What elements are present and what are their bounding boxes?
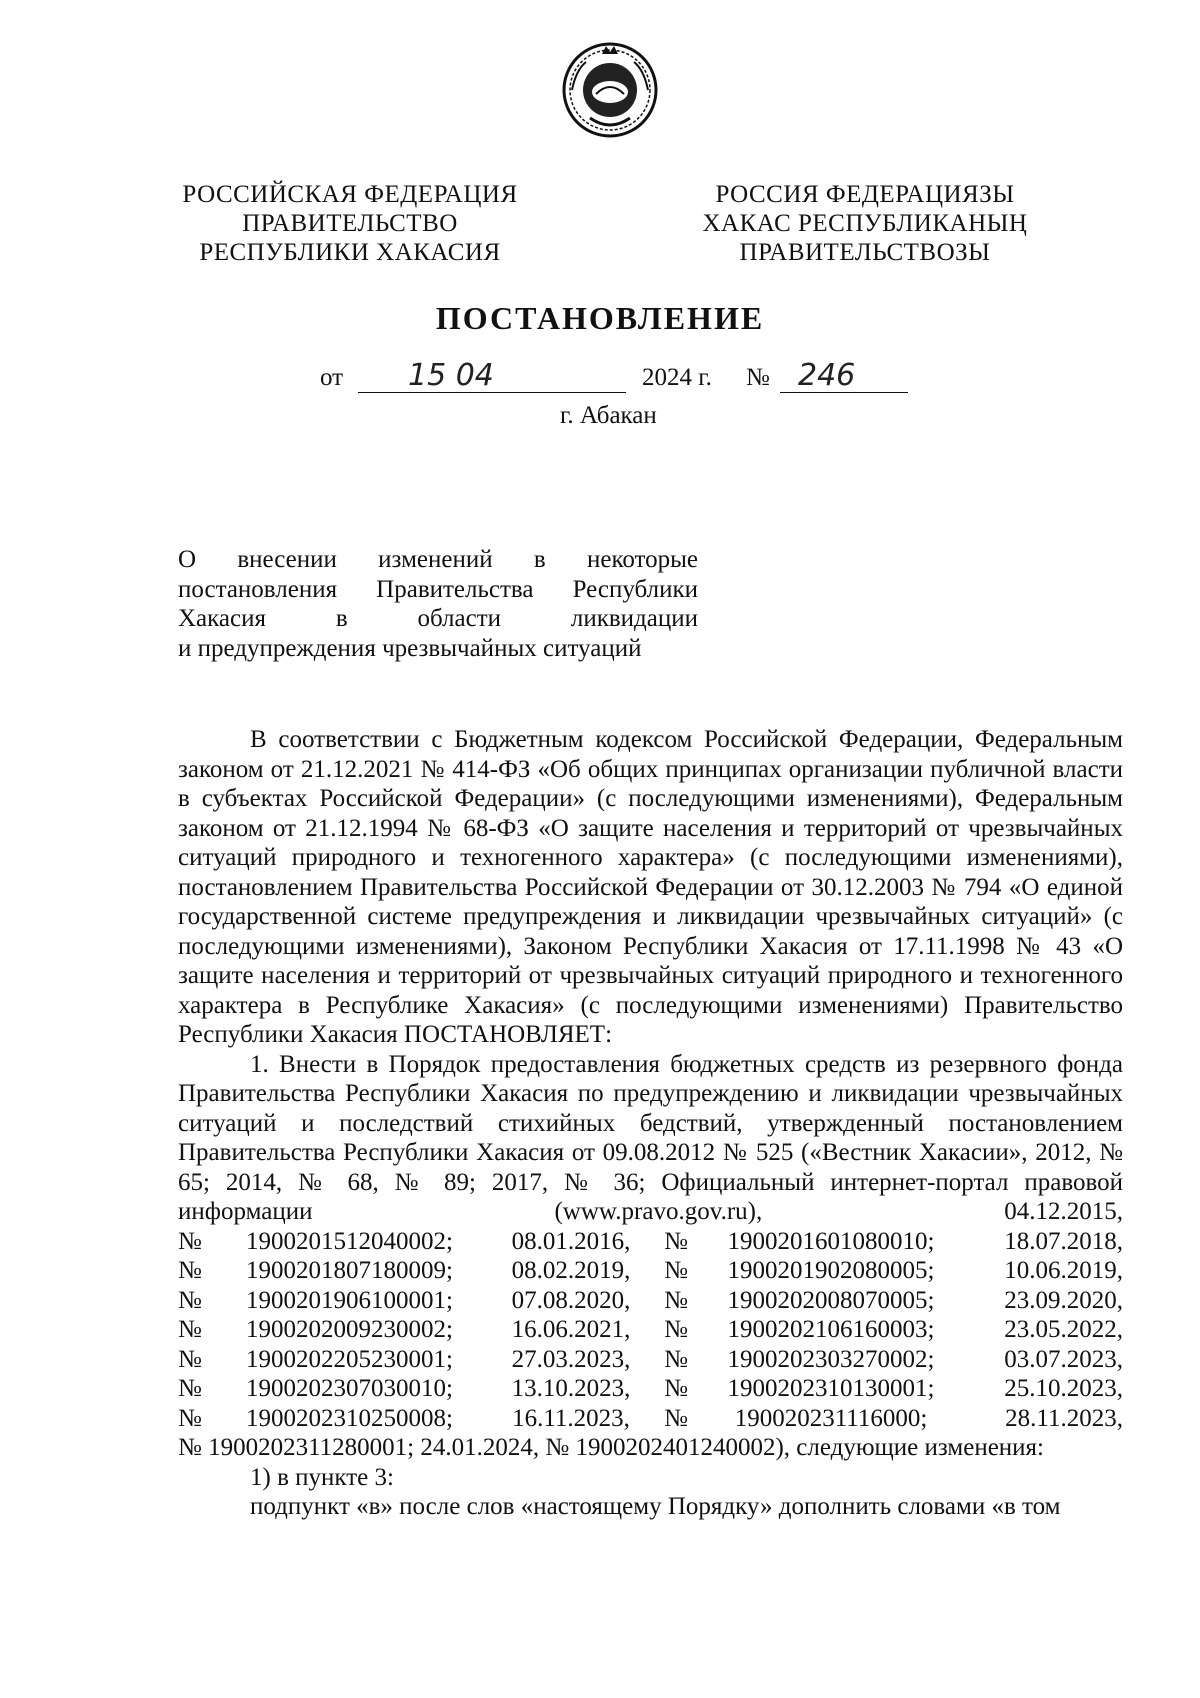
ref-number-sign: №	[178, 1316, 202, 1343]
references-list	[178, 1227, 1123, 1434]
date-prefix: от	[320, 364, 344, 391]
ref-number-sign: №	[664, 1227, 688, 1255]
ref-number: 1900202307030010;	[246, 1375, 453, 1402]
header-ru-line: РОССИЙСКАЯ ФЕДЕРАЦИЯ	[182, 181, 518, 208]
ref-number: 1900202009230002;	[246, 1316, 453, 1343]
ref-date: 23.05.2022,	[1004, 1316, 1123, 1343]
ref-date: 27.03.2023,	[511, 1345, 631, 1373]
ref-number: 1900202008070005;	[727, 1286, 935, 1314]
ref-date: 10.06.2019,	[1004, 1257, 1123, 1284]
ref-number: 1900201807180009;	[246, 1257, 453, 1284]
ref-number: 1900201902080005;	[727, 1257, 935, 1284]
ref-date: 16.06.2021,	[511, 1316, 631, 1343]
ref-date: 13.10.2023,	[511, 1375, 631, 1402]
ref-number-sign: №	[664, 1404, 688, 1432]
ref-number-sign: №	[178, 1345, 202, 1373]
subject-line: О внесении изменений в некоторые	[178, 546, 698, 573]
ref-date: 03.07.2023,	[1004, 1345, 1123, 1373]
coat-of-arms-icon	[560, 40, 660, 140]
ref-number: 1900201512040002;	[246, 1227, 453, 1255]
ref-date: 25.10.2023,	[1004, 1375, 1123, 1402]
header-ru	[150, 180, 550, 267]
references-row	[178, 1374, 1123, 1404]
references-row	[178, 1227, 1123, 1257]
references-row	[178, 1404, 1123, 1434]
ref-date: 08.02.2019,	[511, 1257, 631, 1284]
ref-date: 18.07.2018,	[1004, 1227, 1123, 1255]
ref-date: 28.11.2023,	[1005, 1404, 1123, 1432]
ref-number-sign: №	[178, 1257, 202, 1284]
ref-number-sign: №	[664, 1316, 688, 1343]
date-year: 2024 г.	[642, 364, 712, 391]
document-body	[178, 725, 1123, 1522]
references-row	[178, 1315, 1123, 1345]
subject-line: постановления Правительства Республики	[178, 575, 698, 603]
city: г. Абакан	[560, 402, 657, 429]
ref-number: 190020231116000;	[734, 1404, 928, 1432]
header-kjh-line: РОССИЯ ФЕДЕРАЦИЯЗЫ	[715, 181, 1015, 208]
ref-number-sign: №	[664, 1257, 688, 1284]
ref-number: 1900202310250008;	[246, 1404, 453, 1432]
ref-number: 1900201601080010;	[727, 1227, 935, 1255]
ref-date: 16.11.2023,	[512, 1404, 630, 1432]
ref-number: 1900202310130001;	[727, 1375, 935, 1402]
subitem-text: подпункт «в» после слов «настоящему Порядку» дополнить словами «в том	[250, 1493, 1061, 1520]
header-kjh	[690, 180, 1040, 267]
ref-number-sign: №	[664, 1345, 688, 1373]
number-handwritten: 246	[798, 358, 856, 393]
item-1-paragraph: 1. Внести в Порядок предоставления бюджетных средств из резервного фонда Правительства Республики Хакасия по предупреждению и ликвидации чрезвычайных ситуаций и последствий стихийных бедствий, утвержденный постановлением Правительства Республики Хакасия от 09.08.2012 № 525 («Вестник Хакасии», 2012, № 65; 2014, № 68, № 89; 2017, № 36; Официальный интернет-портал правовой информации (www.pravo.gov.ru), 04.12.2015,	[178, 1050, 1123, 1225]
subject-line: Хакасия в области ликвидации	[178, 605, 698, 632]
ref-number-sign: №	[178, 1375, 202, 1402]
subject-line: и предупреждения чрезвычайных ситуаций	[178, 634, 642, 662]
ref-date: 23.09.2020,	[1004, 1286, 1123, 1314]
ref-date: 08.01.2016,	[511, 1227, 631, 1255]
number-sign: №	[746, 364, 770, 391]
ref-number-sign: №	[178, 1227, 202, 1255]
document-subject	[178, 545, 698, 663]
header-kjh-line: ХАКАС РЕСПУБЛИКАНЫҢ	[702, 210, 1028, 237]
ref-number-sign: №	[178, 1286, 202, 1314]
ref-number-sign: №	[664, 1286, 688, 1314]
header-kjh-line: ПРАВИТЕЛЬСТВОЗЫ	[739, 239, 991, 266]
ref-number: 1900201906100001;	[246, 1286, 453, 1314]
references-tail: № 1900202311280001; 24.01.2024, № 1900202401240002), следующие изменения:	[178, 1434, 1045, 1461]
references-row	[178, 1345, 1123, 1375]
header-ru-line: РЕСПУБЛИКИ ХАКАСИЯ	[199, 239, 501, 266]
date-handwritten: 15 04	[408, 358, 494, 393]
ref-number: 1900202205230001;	[246, 1345, 453, 1373]
ref-number-sign: №	[178, 1404, 202, 1432]
ref-date: 07.08.2020,	[511, 1286, 631, 1314]
ref-number: 1900202106160003;	[727, 1316, 935, 1343]
references-row	[178, 1286, 1123, 1316]
header-ru-line: ПРАВИТЕЛЬСТВО	[242, 210, 458, 237]
document-title: ПОСТАНОВЛЕНИЕ	[435, 300, 765, 336]
references-row	[178, 1256, 1123, 1286]
preamble-paragraph: В соответствии с Бюджетным кодексом Российской Федерации, Федеральным законом от 21.12.2021 № 414-ФЗ «Об общих принципах организации публичной власти в субъектах Российской Федерации» (с последующими изменениями), Федеральным законом от 21.12.1994 № 68-ФЗ «О защите населения и территорий от чрезвычайных ситуаций природного и техногенного характера» (с последующими изменениями), постановлением Правительства Российской Федерации от 30.12.2003 № 794 «О единой государственной системе предупреждения и ликвидации чрезвычайных ситуаций» (с последующими изменениями), Законом Республики Хакасия от 17.11.1998 № 43 «О защите населения и территорий от чрезвычайных ситуаций природного и техногенного характера в Республике Хакасия» (с последующими изменениями) Правительство Республики Хакасия ПОСТАНОВЛЯЕТ:	[178, 726, 1123, 1048]
subitem-1: 1) в пункте 3:	[250, 1463, 394, 1491]
ref-number-sign: №	[664, 1375, 688, 1402]
ref-number: 1900202303270002;	[727, 1345, 935, 1373]
